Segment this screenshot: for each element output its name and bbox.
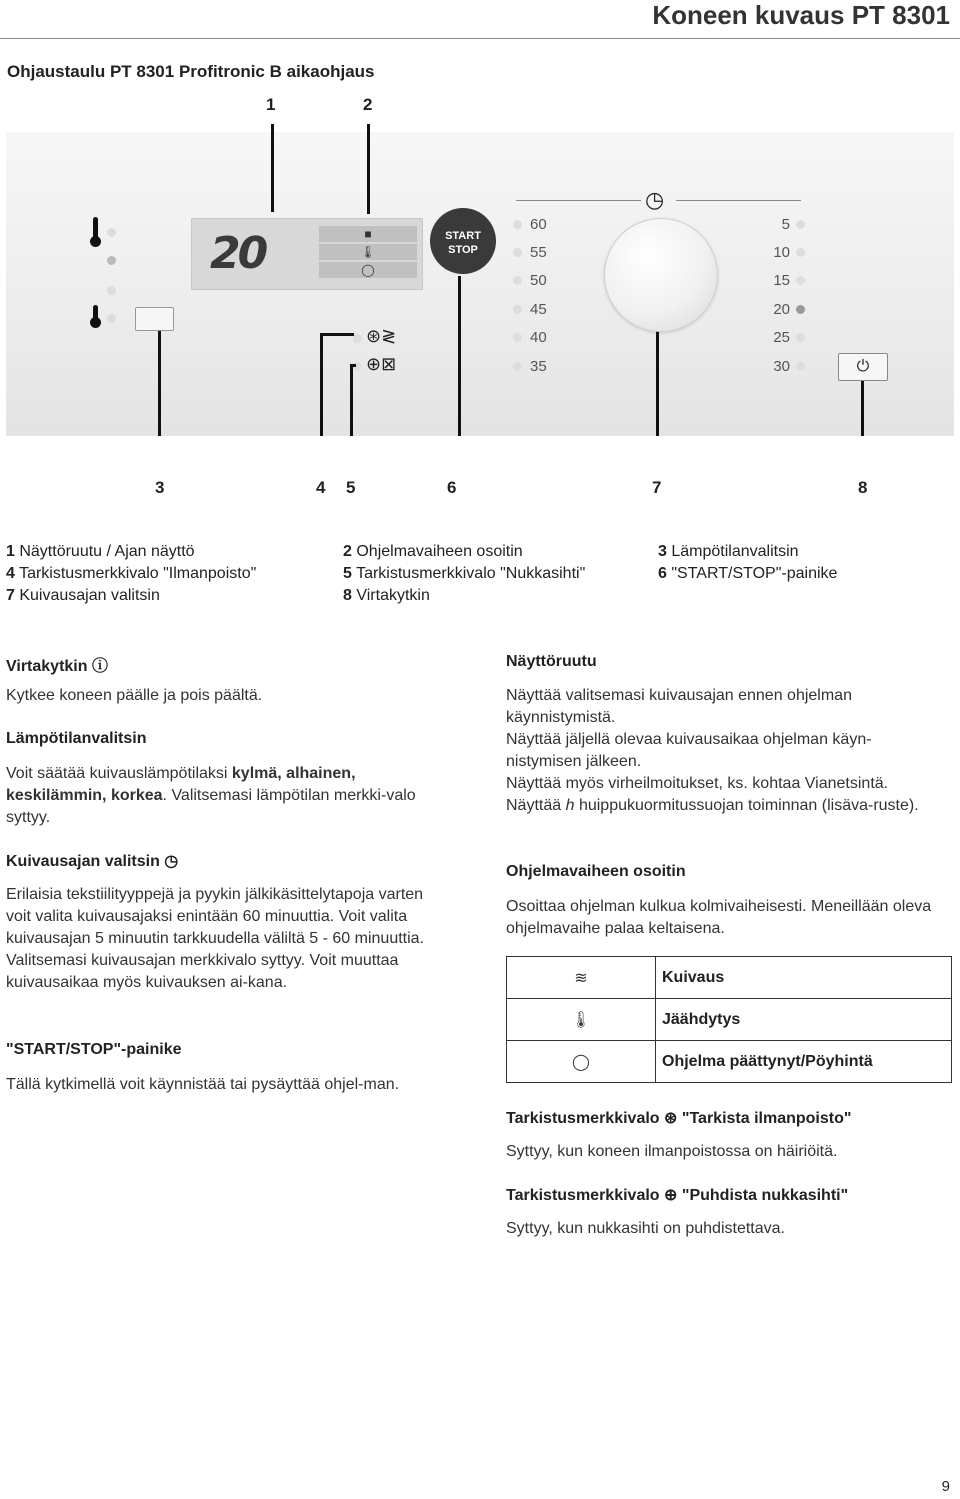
power-switch-text: Kytkee koneen päälle ja pois päältä. [6, 687, 263, 704]
callout-line-4 [320, 333, 323, 436]
lint-filter-icon: ⊕⊠ [366, 354, 397, 374]
callout-number-1: 1 [266, 95, 276, 114]
time-label-10: 10 [773, 244, 790, 261]
legend-item-4: 4 Tarkistusmerkkivalo "Ilmanpoisto" [6, 565, 257, 582]
temperature-heading: Lämpötilanvalitsin [6, 730, 147, 747]
temperature-text: Voit säätää kuivauslämpötilaksi kylmä, alhainen, keskilämmin, korkea. Valitsemasi lämpötilan merkki-valo syttyy. [6, 765, 416, 826]
callout-number-7: 7 [652, 478, 662, 497]
phase-indicator-text: Osoittaa ohjelman kulkua kolmivaiheisesti. Meneillään oleva ohjelmavaihe palaa keltaisena. [506, 898, 932, 937]
time-label-40: 40 [530, 329, 547, 346]
temp-led-4 [107, 314, 116, 323]
time-label-50: 50 [530, 272, 547, 289]
callout-number-5: 5 [346, 478, 356, 497]
time-led-60 [513, 220, 522, 229]
callout-line-5 [350, 364, 353, 436]
callout-line-7 [656, 330, 659, 436]
drying-time-heading: Kuivausajan valitsin ◷ [6, 853, 179, 870]
callout-number-4: 4 [316, 478, 326, 497]
callout-line-5h [350, 364, 356, 367]
finished-icon: ◯ [507, 1041, 656, 1083]
legend-item-8: 8 Virtakytkin [343, 587, 430, 604]
drying-time-knob[interactable] [604, 218, 718, 332]
temperature-selector-button[interactable] [135, 307, 174, 331]
time-led-35 [513, 362, 522, 371]
callout-line-4h [320, 333, 354, 336]
time-label-60: 60 [530, 216, 547, 233]
phase-row-cooling: 🌡 [319, 244, 417, 260]
lint-filter-inline-icon: ⊕ [664, 1187, 678, 1204]
time-led-5 [796, 220, 805, 229]
time-label-5: 5 [781, 216, 790, 233]
legend-item-7: 7 Kuivausajan valitsin [6, 587, 160, 604]
time-led-25 [796, 333, 805, 342]
time-label-55: 55 [530, 244, 547, 261]
time-label-20: 20 [773, 301, 790, 318]
time-led-50 [513, 276, 522, 285]
air-exhaust-text: Syttyy, kun koneen ilmanpoistossa on häiriöitä. [506, 1143, 838, 1160]
lint-filter-heading: Tarkistusmerkkivalo ⊕ "Puhdista nukkasihti" [506, 1187, 849, 1204]
display-digits: 20 [210, 228, 266, 279]
table-row: ≋ Kuivaus [507, 957, 952, 999]
callout-number-2: 2 [363, 95, 373, 114]
time-led-15 [796, 276, 805, 285]
temp-led-1 [107, 228, 116, 237]
air-exhaust-icon: ⊛≷ [366, 326, 397, 346]
table-row: ◯ Ohjelma päättynyt/Pöyhintä [507, 1041, 952, 1083]
time-label-15: 15 [773, 272, 790, 289]
time-led-20 [796, 305, 805, 314]
callout-number-8: 8 [858, 478, 868, 497]
start-stop-text: Tällä kytkimellä voit käynnistää tai pysäyttää ohjel-man. [6, 1076, 400, 1093]
panel-title: Ohjaustaulu PT 8301 Profitronic B aikaohjaus [7, 62, 375, 81]
air-exhaust-heading: Tarkistusmerkkivalo ⊛ "Tarkista ilmanpoisto" [506, 1110, 852, 1127]
power-info-icon: ⓘ [91, 658, 108, 675]
lint-filter-text: Syttyy, kun nukkasihti on puhdistettava. [506, 1220, 785, 1237]
legend-item-1: 1 Näyttöruutu / Ajan näyttö [6, 543, 195, 560]
power-switch-heading: Virtakytkin ⓘ [6, 658, 108, 675]
time-label-35: 35 [530, 358, 547, 375]
legend-item-5: 5 Tarkistusmerkkivalo "Nukkasihti" [343, 565, 586, 582]
callout-line-6 [458, 276, 461, 436]
time-label-30: 30 [773, 358, 790, 375]
callout-number-6: 6 [447, 478, 457, 497]
legend-item-6: 6 "START/STOP"-painike [658, 565, 838, 582]
thermometer-hot-bulb-icon [90, 317, 101, 328]
callout-line-2 [367, 124, 370, 214]
clock-icon-inline: ◷ [164, 853, 179, 870]
legend-item-3: 3 Lämpötilanvalitsin [658, 543, 799, 560]
display-heading: Näyttöruutu [506, 653, 597, 670]
air-exhaust-inline-icon: ⊛ [664, 1110, 678, 1127]
page-header-title: Koneen kuvaus PT 8301 [652, 0, 950, 30]
time-led-40 [513, 333, 522, 342]
time-label-45: 45 [530, 301, 547, 318]
clock-icon: ◷ [645, 187, 665, 212]
phase-row-finished: ◯ [319, 262, 417, 278]
power-button[interactable]: ⏻ [838, 353, 888, 381]
callout-line-1 [271, 124, 274, 212]
thermometer-cold-bulb-icon [90, 236, 101, 247]
control-panel-illustration [6, 132, 954, 436]
time-label-25: 25 [773, 329, 790, 346]
callout-number-3: 3 [155, 478, 165, 497]
drying-icon: ≋ [507, 957, 656, 999]
time-scale-line-right [676, 200, 801, 201]
start-label: START [445, 230, 481, 242]
start-stop-button[interactable] [430, 208, 496, 274]
phase-indicator-heading: Ohjelmavaiheen osoitin [506, 863, 686, 880]
temp-led-3 [107, 286, 116, 295]
phase-row-drying: ■ [319, 226, 417, 242]
air-led [353, 334, 362, 343]
time-led-45 [513, 305, 522, 314]
time-scale-line-left [516, 200, 641, 201]
legend-item-2: 2 Ohjelmavaiheen osoitin [343, 543, 523, 560]
stop-label: STOP [448, 244, 478, 256]
temp-led-2 [107, 256, 116, 265]
start-stop-heading: "START/STOP"-painike [6, 1041, 182, 1058]
cooling-icon: 🌡 [507, 999, 656, 1041]
time-led-55 [513, 248, 522, 257]
display-text: Näyttää valitsemasi kuivausajan ennen ohjelman käynnistymistä. Näyttää jäljellä olevaa kuivausaikaa ohjelman käyn-nistymisen jälkeen. Näyttää myös virheilmoitukset, ks. kohtaa Vianetsintä. Näyttää h huippukuormitussuojan toiminnan (lisäva-ruste). [506, 687, 919, 814]
callout-line-3 [158, 331, 161, 436]
header-divider [0, 38, 960, 39]
phase-table [506, 956, 952, 1083]
drying-time-text: Erilaisia tekstiilityyppejä ja pyykin jälkikäsittelytapoja varten voit valita kuivausajaksi enintään 60 minuuttia. Voit valita kuivausajan 5 minuutin tarkkuudella väliltä 5 - 60 minuuttia. Valitsemasi kuivausajan merkkivalo syttyy. Voit muuttaa kuivausaikaa myös kuivauksen ai-kana. [6, 886, 425, 991]
table-row: 🌡 Jäähdytys [507, 999, 952, 1041]
time-led-10 [796, 248, 805, 257]
time-led-30 [796, 362, 805, 371]
page-number: 9 [941, 1478, 950, 1495]
